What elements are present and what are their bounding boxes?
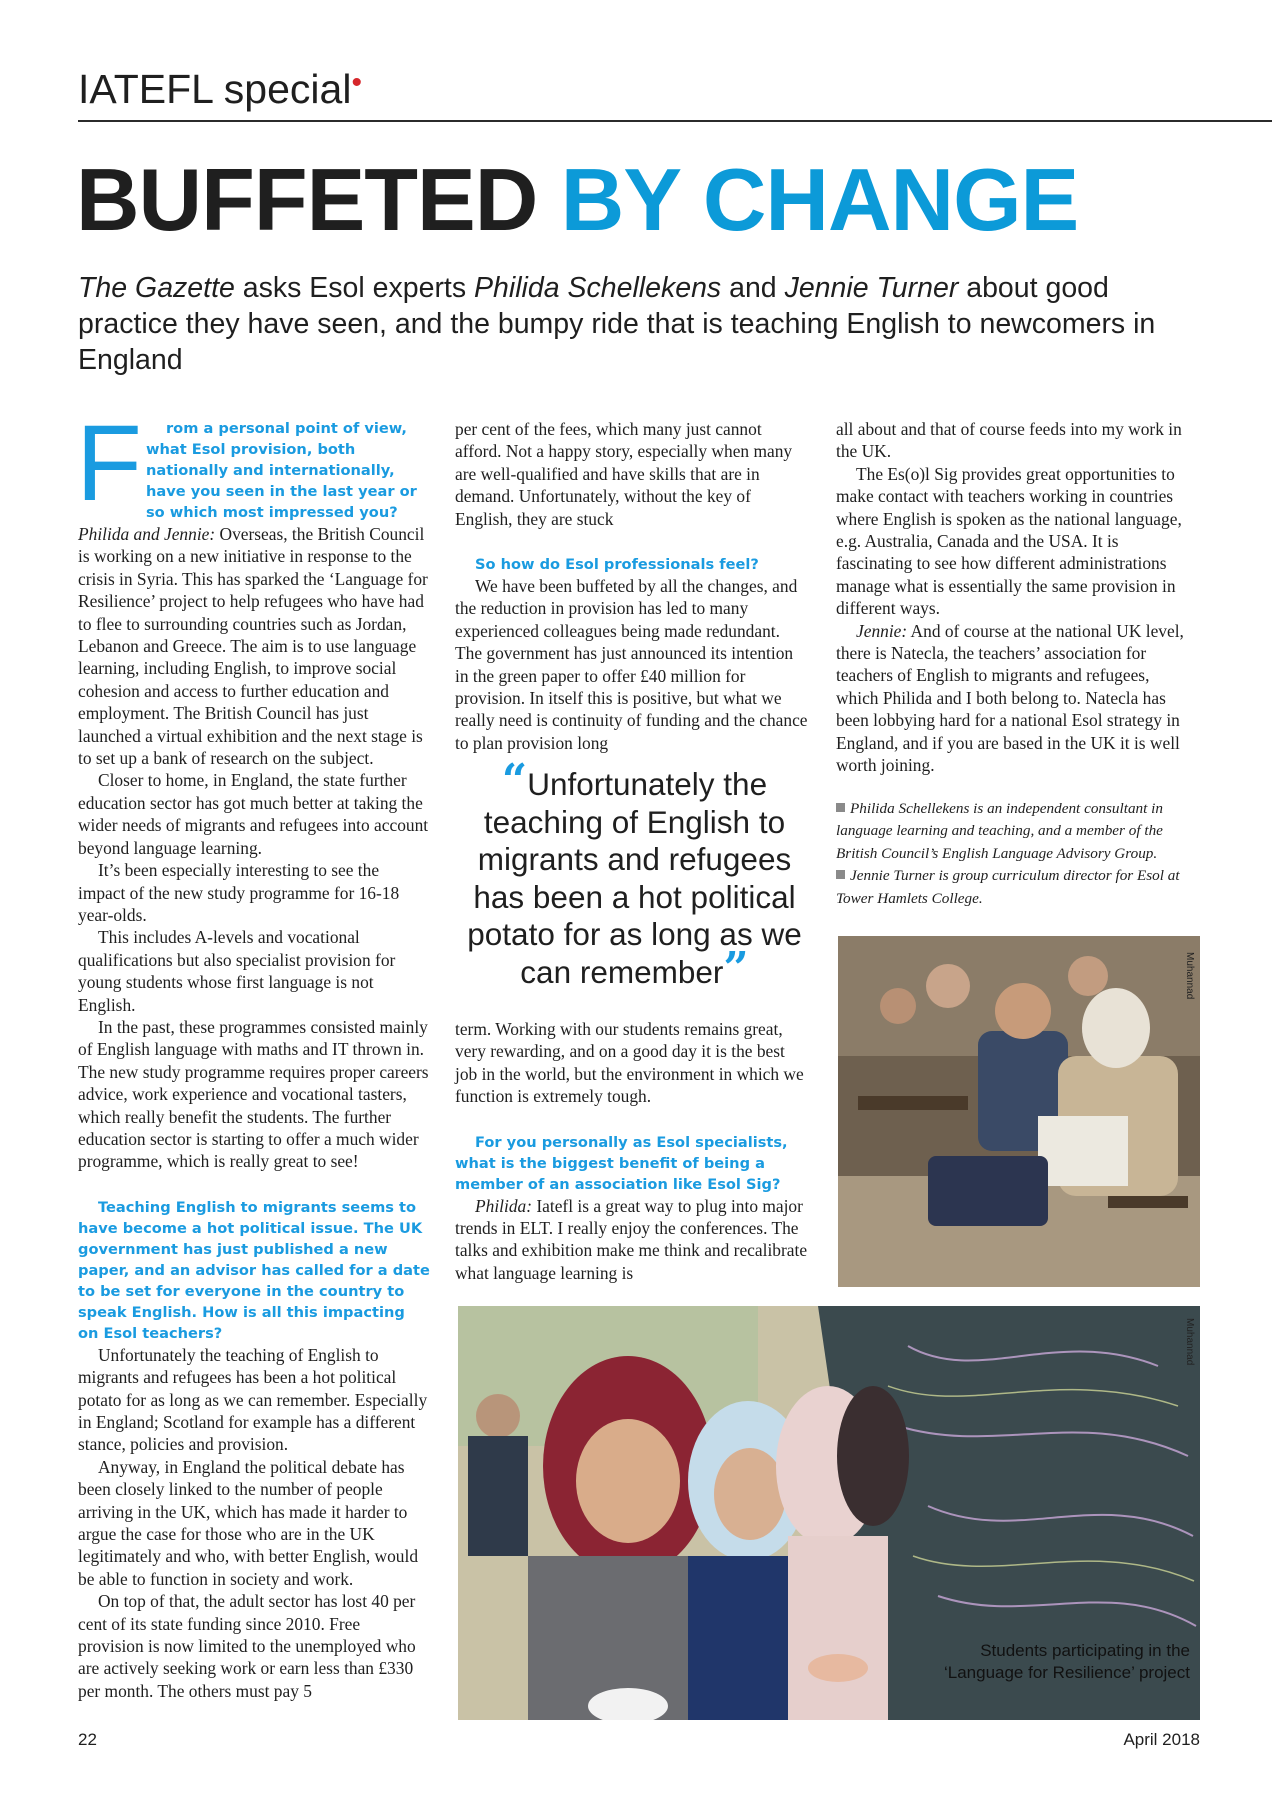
article-column-1 <box>76 402 430 1702</box>
pull-quote: “Unfortunately the teaching of English to migrants and refugees has been a hot political potato for as long as we can remember” <box>467 755 802 994</box>
section-label: IATEFL special• <box>78 66 362 112</box>
question-3: So how do Esol professionals feel? <box>475 556 759 574</box>
article-column-2-continued <box>455 1018 810 1284</box>
question-4: For you personally as Esol specialists, what is the biggest benefit of being a member of an association like Esol Sig? <box>455 1133 788 1193</box>
paragraph: We have been buffeted by all the changes, and the reduction in provision has led to many experienced colleagues being made redundant. The government has just announced its intention in the green paper to offer £40 million for provision. In itself this is positive, but what we really need is continuity of funding and the chance to plan provision long <box>455 576 808 753</box>
paragraph: Anyway, in England the political debate has been closely linked to the number of people arriving in the UK, which has made it harder to argue the case for those who are in the UK legitimately and who, with better English, would be able to function in society and work. <box>78 1456 419 1589</box>
paragraph: It’s been especially interesting to see the impact of the new study programme for 16-18 year-olds. <box>78 860 400 925</box>
question-2: Teaching English to migrants seems to have become a hot political issue. The UK government has just published a new paper, and an advisor has called for a date to be set for everyone in the country to speak English. How is all this impacting on Esol teachers? <box>78 1198 430 1342</box>
question-1: F rom a personal point of view, what Esol provision, both nationally and internationally, have you seen in the last year or so which most impressed you? <box>76 402 417 523</box>
bullet-square-icon <box>836 803 845 812</box>
answer-paragraph: Philida: Iatefl is a great way to plug into major trends in ELT. I really enjoy the conferences. The talks and exhibition make me think and recalibrate what language learning is <box>455 1195 808 1283</box>
section-dot: • <box>351 66 362 99</box>
paragraph: per cent of the fees, which many just cannot afford. Not a happy story, especially when many are well-qualified and have skills that are in demand. Unfortunately, without the key of English, they are stuck <box>455 419 793 529</box>
headline-blue: BY CHANGE <box>560 150 1079 249</box>
paragraph: The Es(o)l Sig provides great opportunities to make contact with teachers working in countries where English is spoken as the national language, e.g. Australia, Canada and the USA. It is fascinating to see how different administrations manage what is essentially the same provision in different ways. <box>836 463 1182 619</box>
headline-dark: BUFFETED <box>76 150 538 249</box>
page-number: 22 <box>78 1730 97 1749</box>
photo-caption: Students participating in the ‘Language for Resilience’ project <box>943 1641 1190 1682</box>
paragraph: all about and that of course feeds into my work in the UK. <box>836 419 1182 462</box>
answer-paragraph: Jennie: And of course at the national UK level, there is Natecla, the teachers’ association for teachers of English to migrants and refugees, which Philida and I both belong to. Natecla has been lobbying hard for a national Esol strategy in England, and if you are based in the UK it is well worth joining. <box>836 620 1184 776</box>
drop-cap: F <box>76 402 142 523</box>
bio-philida: Philida Schellekens is an independent consultant in language learning and teaching, and a member of the British Council’s English Language Advisory Group. <box>836 800 1163 862</box>
bullet-square-icon <box>836 870 845 879</box>
headline <box>76 150 1079 249</box>
paragraph: Closer to home, in England, the state further education sector has got much better at taking the wider needs of migrants and refugees into account beyond language learning. <box>78 770 429 858</box>
paragraph: In the past, these programmes consisted mainly of English language with maths and IT thrown in. The new study programme requires proper careers advice, work experience and vocational tasters, which really benefit the students. The further education sector is starting to offer a much wider programme, which is really great to see! <box>78 1016 429 1172</box>
close-quote-mark: ” <box>723 942 749 994</box>
photo-credit-1: Muhannad <box>1184 952 1195 1000</box>
standfirst: The Gazette asks Esol experts Philida Schellekens and Jennie Turner about good practice they have seen, and the bumpy ride that is teaching English to newcomers in England <box>78 272 1156 376</box>
bio-jennie: Jennie Turner is group curriculum director for Esol at Tower Hamlets College. <box>836 867 1180 907</box>
author-bios <box>836 798 1200 910</box>
photo-credit-2: Muhannad <box>1184 1318 1195 1366</box>
paragraph: This includes A-levels and vocational qualifications but also specialist provision for young students whose first language is not English. <box>78 927 396 1015</box>
paragraph: term. Working with our students remains great, very rewarding, and on a good day it is the best job in the world, but the environment in which we function is extremely tough. <box>455 1019 804 1107</box>
paragraph: Unfortunately the teaching of English to migrants and refugees has been a hot political potato for as long as we can remember. Especially in England; Scotland for example has a different stance, policies and provision. <box>78 1344 428 1455</box>
classroom-photo <box>838 936 1200 1287</box>
open-quote-mark: “ <box>501 755 528 806</box>
article-column-3 <box>836 418 1196 777</box>
header-rule <box>78 120 1272 122</box>
answer-paragraph: Philida and Jennie: Overseas, the British Council is working on a new initiative in response to the crisis in Syria. This has sparked the ‘Language for Resilience’ project to help refugees who have had to flee to surrounding countries such as Jordan, Lebanon and Greece. The aim is to use language learning, including English, to improve social cohesion and access to further education and employment. The British Council has just launched a virtual exhibition and the next stage is to set up a bank of research on the subject. <box>78 524 428 769</box>
paragraph: On top of that, the adult sector has lost 40 per cent of its state funding since 2010. Free provision is now limited to the unemployed who are actively seeking work or earn less than £330 per month. The others must pay 5 <box>78 1591 416 1701</box>
classroom-illustration <box>838 936 1200 1287</box>
issue-date: April 2018 <box>1123 1730 1200 1749</box>
article-column-2 <box>455 418 810 754</box>
